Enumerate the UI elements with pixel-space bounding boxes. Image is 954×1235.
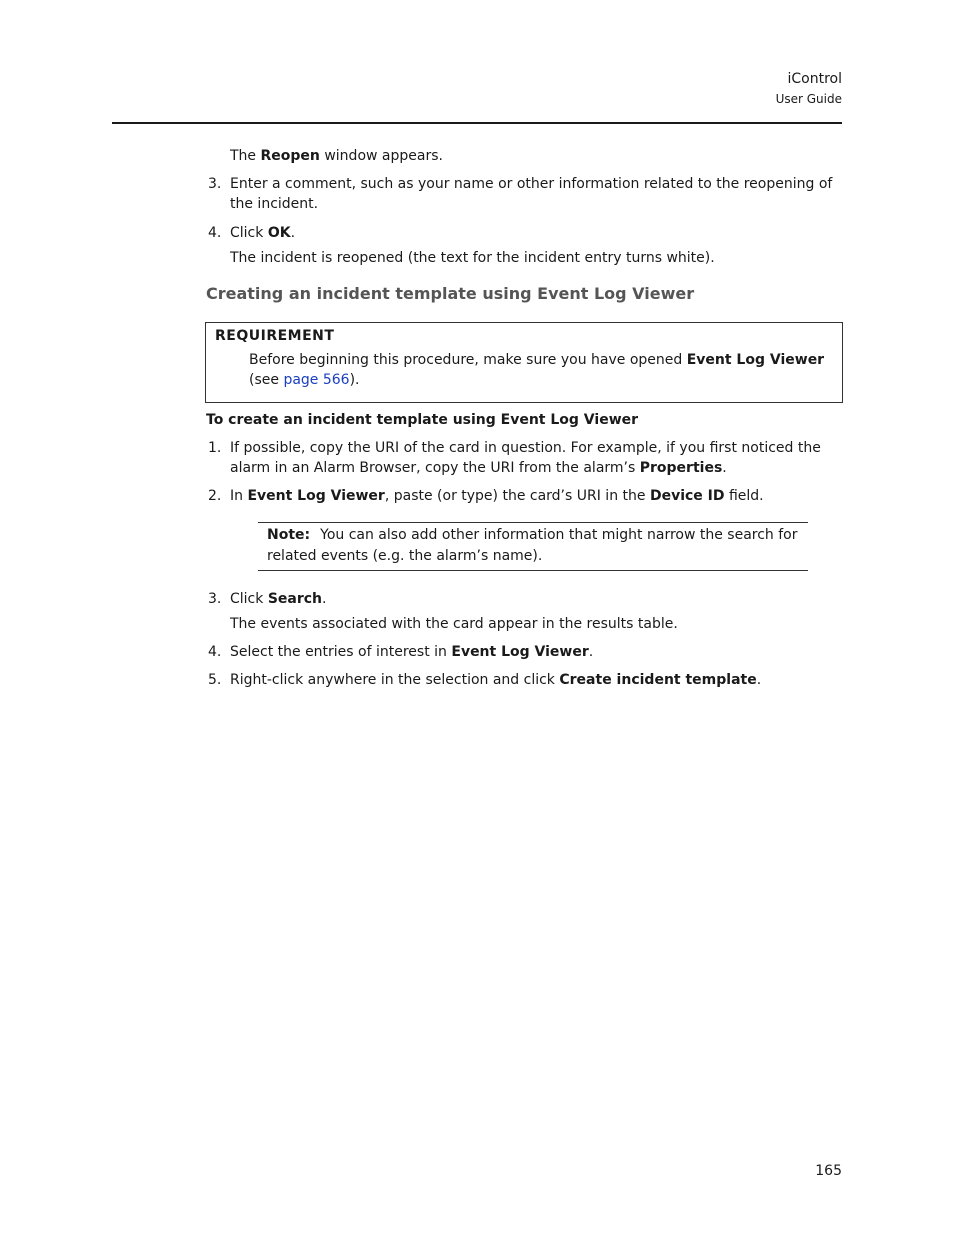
- step-number: 3.: [208, 591, 222, 607]
- step-text-pre: Right-click anywhere in the selection and click: [230, 672, 560, 688]
- step-text-post: field.: [724, 488, 764, 504]
- step-text-bold: OK: [267, 225, 291, 241]
- step-c-5: [208, 670, 842, 690]
- step-c-4: [208, 642, 842, 662]
- header-product: iControl: [787, 71, 842, 87]
- header-guide: User Guide: [775, 92, 842, 106]
- result-c: The events associated with the card appear in the results table.: [230, 616, 678, 632]
- page-number: 165: [815, 1163, 842, 1179]
- step-text: Enter a comment, such as your name or other information related to the reopening of the incident.: [230, 176, 833, 212]
- step-number: 5.: [208, 672, 222, 688]
- intro-paragraph: [230, 146, 842, 166]
- step-text-pre: Click: [230, 591, 268, 607]
- requirement-title: REQUIREMENT: [215, 328, 335, 344]
- step-text-post: .: [756, 672, 762, 688]
- step-number: 4.: [208, 225, 222, 241]
- procedure-heading: To create an incident template using Event Log Viewer: [206, 412, 639, 428]
- step-text-bold: Create incident template: [559, 672, 757, 688]
- page-link[interactable]: page 566: [283, 372, 350, 388]
- note-label: Note:: [267, 527, 311, 543]
- step-text-post: .: [322, 591, 327, 607]
- note-box: [258, 522, 808, 571]
- step-a-3: [208, 174, 842, 214]
- step-text-post: .: [290, 225, 296, 241]
- step-text-bold-2: Device ID: [649, 488, 725, 504]
- step-number: 4.: [208, 644, 222, 660]
- step-text-mid: , paste (or type) the card’s URI in the: [384, 488, 650, 504]
- requirement-text-pre: Before beginning this procedure, make sure you have opened: [249, 352, 687, 368]
- step-b-1: [208, 438, 842, 478]
- intro-text-bold: Reopen: [260, 148, 320, 164]
- requirement-text-bold: Event Log Viewer: [686, 352, 825, 368]
- step-text-bold: Event Log Viewer: [451, 644, 589, 660]
- step-b-2: [208, 486, 842, 506]
- step-text-pre: Select the entries of interest in: [230, 644, 452, 660]
- intro-text-pre: The: [230, 148, 261, 164]
- section-heading: Creating an incident template using Event Log Viewer: [206, 284, 695, 303]
- step-number: 2.: [208, 488, 222, 504]
- header-rule: [112, 122, 842, 124]
- page-header: [776, 70, 842, 108]
- note-text: [267, 525, 807, 567]
- step-text-bold: Search: [267, 591, 323, 607]
- step-number: 1.: [208, 440, 222, 456]
- step-text-bold: Properties: [639, 460, 723, 476]
- note-body: You can also add other information that might narrow the search for related events (e.g. the alarm’s name).: [267, 527, 798, 564]
- result-a: The incident is reopened (the text for the incident entry turns white).: [230, 250, 715, 266]
- requirement-box: [205, 322, 843, 403]
- requirement-see-pre: (see: [249, 372, 284, 388]
- step-number: 3.: [208, 176, 222, 192]
- step-text-post: .: [722, 460, 727, 476]
- step-text-bold-1: Event Log Viewer: [247, 488, 385, 504]
- intro-text-post: window appears.: [319, 148, 443, 164]
- requirement-see-post: ).: [349, 372, 360, 388]
- step-text-pre: Click: [230, 225, 268, 241]
- step-c-3: [208, 589, 842, 609]
- requirement-body: [249, 350, 829, 390]
- step-text-post: .: [588, 644, 594, 660]
- step-a-4: [208, 223, 842, 243]
- step-text-pre: If possible, copy the URI of the card in question. For example, if you first noticed the alarm in an Alarm Browser, copy the URI from the alarm’s: [230, 440, 821, 476]
- step-text-pre: In: [230, 488, 248, 504]
